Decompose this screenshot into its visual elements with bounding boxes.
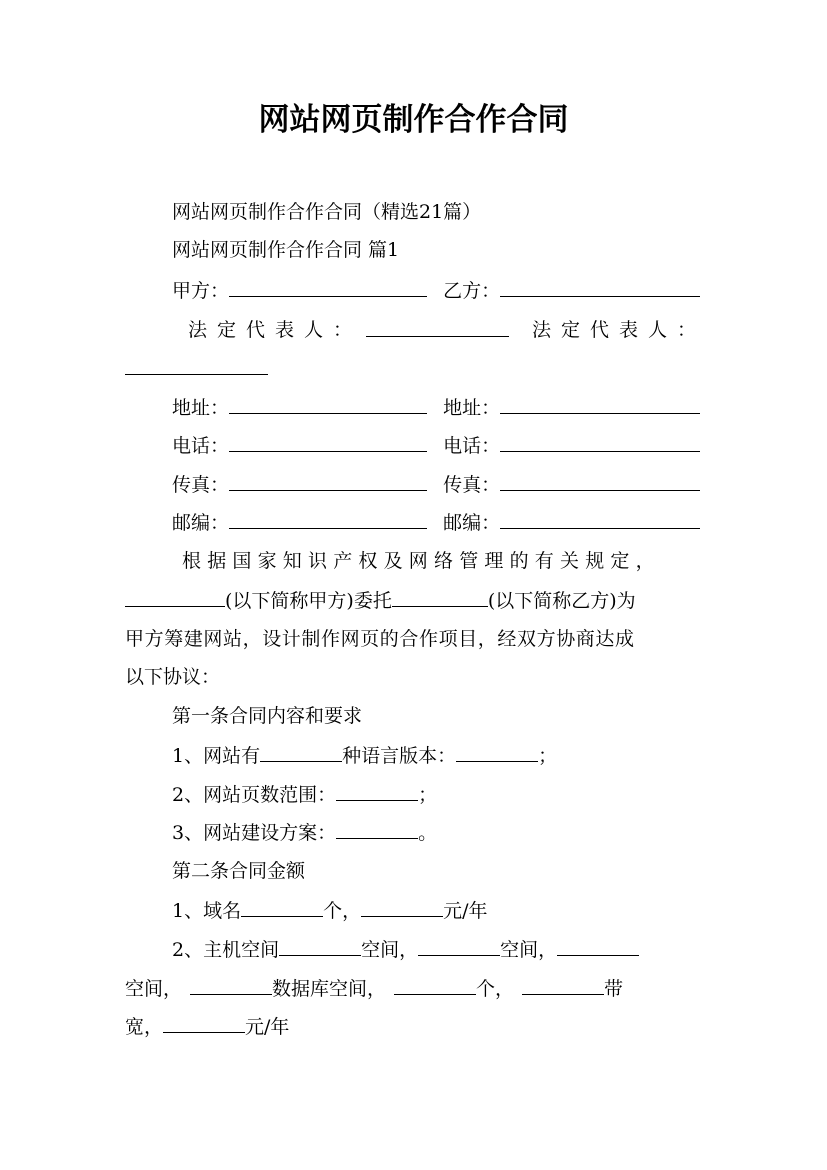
intro-party-a-blank — [125, 588, 225, 607]
intro-line-4: 以下协议： — [125, 666, 221, 688]
party-b-label: 乙方： — [443, 280, 501, 302]
article2-item-2 — [172, 937, 639, 962]
article2-item2-text-a: 2、主机空间 — [172, 939, 280, 961]
article2-item2-line2-text-c: 个， — [476, 978, 515, 1000]
database-space-blank — [190, 976, 272, 995]
legal-rep-a-label: 法定代表人： — [188, 319, 363, 341]
postcode-a-blank — [229, 510, 427, 529]
article1-item-2 — [172, 782, 437, 807]
intro-line-2a: (以下简称甲方)委托 — [225, 590, 392, 612]
legal-rep-row — [188, 318, 362, 342]
party-a-label: 甲方： — [172, 280, 230, 302]
article2-heading: 第二条合同金额 — [172, 860, 306, 882]
legal-rep-b-blank-wrap — [125, 356, 268, 381]
article1-item3-text: 3、网站建设方案： — [172, 822, 337, 844]
language-versions-blank — [456, 743, 538, 762]
article2-item-2-line-2 — [125, 976, 623, 1001]
article2-item1-text-b: 个， — [323, 900, 362, 922]
address-b-label: 地址： — [443, 397, 501, 419]
phone-b-blank — [500, 433, 700, 452]
article2-item2-line3-text-b: 元/年 — [245, 1016, 290, 1038]
legal-rep-a-blank — [366, 318, 509, 337]
postcode-row — [172, 510, 700, 535]
article1-item1-text-a: 1、网站有 — [172, 745, 261, 767]
party-b-blank — [500, 278, 700, 297]
host-space-blank-1 — [279, 937, 361, 956]
fax-b-blank — [500, 472, 700, 491]
legal-rep-a-blank-wrap — [366, 318, 509, 343]
article1-item-1 — [172, 743, 557, 768]
party-a-blank — [229, 278, 427, 297]
legal-rep-b-blank — [125, 356, 268, 375]
postcode-b-label: 邮编： — [443, 512, 501, 534]
language-count-blank — [260, 743, 342, 762]
legal-rep-b-label: 法定代表人： — [532, 319, 707, 341]
article2-item-1 — [172, 898, 488, 923]
intro-party-b-blank — [392, 588, 488, 607]
address-a-blank — [229, 395, 427, 414]
article1-item2-end: ； — [418, 784, 438, 806]
intro-line-2b: (以下简称乙方)为 — [487, 590, 636, 612]
article2-item2-text-c: 空间， — [500, 939, 558, 961]
article2-item2-line2-text-b: 数据库空间， — [272, 978, 387, 1000]
article1-item2-text: 2、网站页数范围： — [172, 784, 337, 806]
bandwidth-blank — [522, 976, 604, 995]
article2-item1-text-c: 元/年 — [443, 900, 488, 922]
phone-b-label: 电话： — [443, 435, 501, 457]
phone-a-blank — [229, 433, 427, 452]
database-count-blank — [394, 976, 476, 995]
host-space-blank-2 — [418, 937, 500, 956]
build-plan-blank — [336, 820, 418, 839]
phone-a-label: 电话： — [172, 435, 230, 457]
page-range-blank — [336, 782, 418, 801]
article1-item1-end: ； — [538, 745, 558, 767]
article2-item1-text-a: 1、域名 — [172, 900, 242, 922]
article2-item-2-line-3 — [125, 1014, 289, 1039]
article1-item3-end: 。 — [418, 822, 438, 844]
section-heading: 网站网页制作合作合同 篇1 — [172, 239, 400, 261]
document-title: 网站网页制作合作合同 — [258, 102, 569, 138]
intro-line-1: 根据国家知识产权及网络管理的有关规定， — [182, 550, 661, 572]
fax-row — [172, 472, 700, 497]
address-b-blank — [500, 395, 700, 414]
postcode-b-blank — [500, 510, 700, 529]
party-row — [172, 278, 700, 303]
phone-row — [172, 433, 700, 458]
host-price-blank — [163, 1014, 245, 1033]
article2-item2-line3-text-a: 宽， — [125, 1016, 164, 1038]
article2-item2-text-b: 空间， — [361, 939, 419, 961]
article1-item1-text-b: 种语言版本： — [342, 745, 457, 767]
legal-rep-b-wrap — [532, 318, 706, 342]
intro-line-2 — [125, 588, 636, 613]
domain-count-blank — [241, 898, 323, 917]
article1-item-3 — [172, 820, 437, 845]
address-a-label: 地址： — [172, 397, 230, 419]
fax-a-label: 传真： — [172, 474, 230, 496]
document-subtitle: 网站网页制作合作合同（精选21篇） — [172, 201, 482, 223]
postcode-a-label: 邮编： — [172, 512, 230, 534]
article2-item2-line2-text-a: 空间， — [125, 978, 183, 1000]
fax-b-label: 传真： — [443, 474, 501, 496]
article2-item2-line2-text-d: 带 — [604, 978, 624, 1000]
address-row — [172, 395, 700, 420]
fax-a-blank — [229, 472, 427, 491]
article1-heading: 第一条合同内容和要求 — [172, 705, 363, 727]
domain-price-blank — [361, 898, 443, 917]
host-space-blank-3 — [557, 937, 639, 956]
intro-line-3: 甲方筹建网站，设计制作网页的合作项目，经双方协商达成 — [125, 628, 635, 650]
